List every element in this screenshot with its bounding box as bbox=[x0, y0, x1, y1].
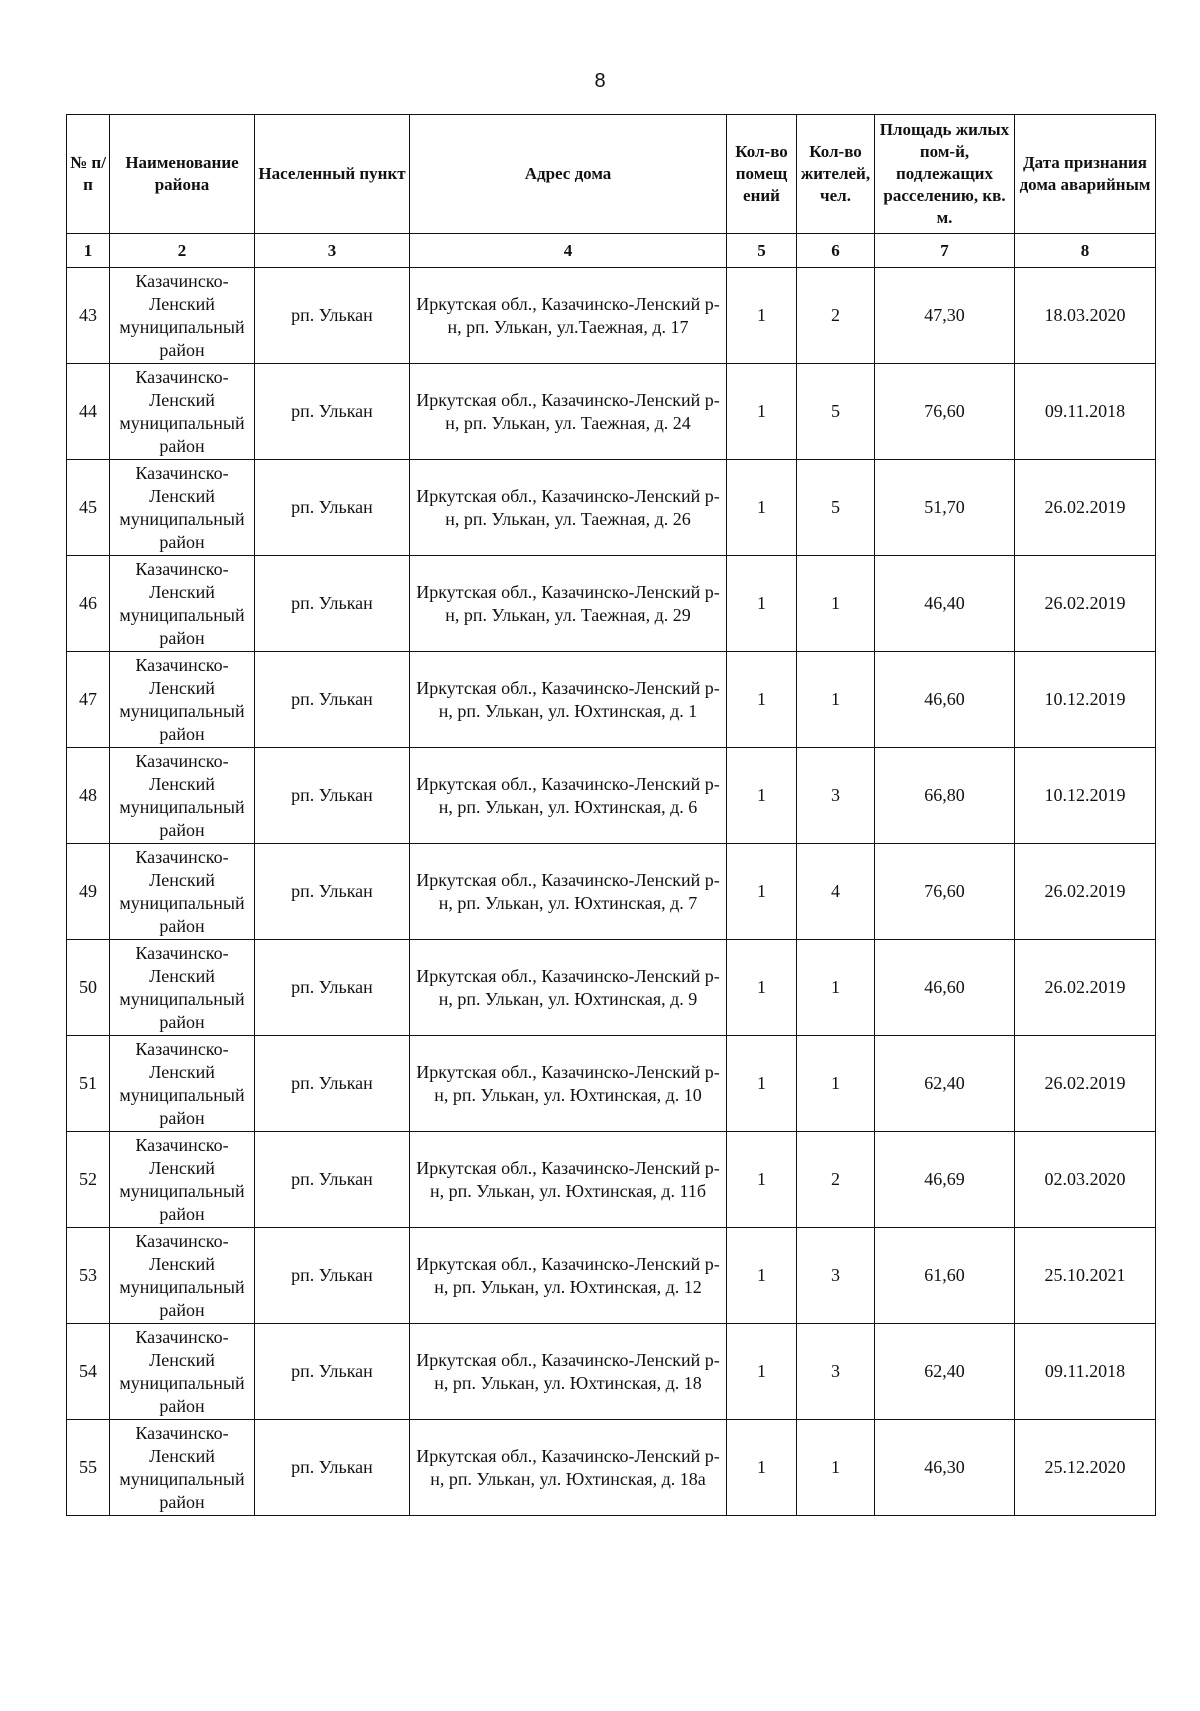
district-cell: Казачинско-Ленский муниципальный район bbox=[110, 556, 255, 652]
area-cell: 46,60 bbox=[875, 652, 1015, 748]
page-number: 8 bbox=[594, 70, 606, 92]
table-row bbox=[67, 844, 1156, 940]
residents-count-cell: 3 bbox=[797, 1324, 875, 1420]
settlement-cell: рп. Улькан bbox=[255, 1228, 410, 1324]
emergency-date-cell: 25.12.2020 bbox=[1015, 1420, 1156, 1516]
emergency-housing-table bbox=[66, 114, 1156, 1516]
residents-count-cell: 4 bbox=[797, 844, 875, 940]
rooms-count-cell: 1 bbox=[727, 748, 797, 844]
area-cell: 76,60 bbox=[875, 364, 1015, 460]
column-number: 8 bbox=[1015, 234, 1156, 268]
settlement-cell: рп. Улькан bbox=[255, 460, 410, 556]
row-number-cell: 52 bbox=[67, 1132, 110, 1228]
settlement-cell: рп. Улькан bbox=[255, 268, 410, 364]
address-cell: Иркутская обл., Казачинско-Ленский р-н, рп. Улькан, ул. Юхтинская, д. 6 bbox=[410, 748, 727, 844]
address-cell: Иркутская обл., Казачинско-Ленский р-н, рп. Улькан, ул. Юхтинская, д. 18а bbox=[410, 1420, 727, 1516]
area-cell: 46,69 bbox=[875, 1132, 1015, 1228]
emergency-date-cell: 09.11.2018 bbox=[1015, 1324, 1156, 1420]
emergency-date-cell: 26.02.2019 bbox=[1015, 844, 1156, 940]
district-cell: Казачинско-Ленский муниципальный район bbox=[110, 1132, 255, 1228]
column-number: 4 bbox=[410, 234, 727, 268]
column-number: 2 bbox=[110, 234, 255, 268]
row-number-cell: 48 bbox=[67, 748, 110, 844]
table-row bbox=[67, 268, 1156, 364]
residents-count-cell: 2 bbox=[797, 268, 875, 364]
district-cell: Казачинско-Ленский муниципальный район bbox=[110, 1228, 255, 1324]
rooms-count-cell: 1 bbox=[727, 268, 797, 364]
settlement-cell: рп. Улькан bbox=[255, 1324, 410, 1420]
rooms-count-cell: 1 bbox=[727, 1420, 797, 1516]
district-cell: Казачинско-Ленский муниципальный район bbox=[110, 652, 255, 748]
header-number: № п/п bbox=[67, 115, 110, 234]
emergency-date-cell: 26.02.2019 bbox=[1015, 460, 1156, 556]
district-cell: Казачинско-Ленский муниципальный район bbox=[110, 1324, 255, 1420]
area-cell: 46,30 bbox=[875, 1420, 1015, 1516]
address-cell: Иркутская обл., Казачинско-Ленский р-н, рп. Улькан, ул. Юхтинская, д. 7 bbox=[410, 844, 727, 940]
header-residents: Кол-во жителей, чел. bbox=[797, 115, 875, 234]
table-row bbox=[67, 1324, 1156, 1420]
settlement-cell: рп. Улькан bbox=[255, 1132, 410, 1228]
district-cell: Казачинско-Ленский муниципальный район bbox=[110, 364, 255, 460]
address-cell: Иркутская обл., Казачинско-Ленский р-н, рп. Улькан, ул. Юхтинская, д. 1 bbox=[410, 652, 727, 748]
table-row bbox=[67, 940, 1156, 1036]
address-cell: Иркутская обл., Казачинско-Ленский р-н, рп. Улькан, ул. Таежная, д. 26 bbox=[410, 460, 727, 556]
row-number-cell: 50 bbox=[67, 940, 110, 1036]
rooms-count-cell: 1 bbox=[727, 1132, 797, 1228]
area-cell: 51,70 bbox=[875, 460, 1015, 556]
residents-count-cell: 5 bbox=[797, 364, 875, 460]
emergency-date-cell: 26.02.2019 bbox=[1015, 940, 1156, 1036]
header-settlement: Населенный пункт bbox=[255, 115, 410, 234]
area-cell: 47,30 bbox=[875, 268, 1015, 364]
table-row bbox=[67, 748, 1156, 844]
rooms-count-cell: 1 bbox=[727, 844, 797, 940]
settlement-cell: рп. Улькан bbox=[255, 652, 410, 748]
emergency-date-cell: 18.03.2020 bbox=[1015, 268, 1156, 364]
rooms-count-cell: 1 bbox=[727, 1324, 797, 1420]
residents-count-cell: 3 bbox=[797, 748, 875, 844]
table-row bbox=[67, 556, 1156, 652]
row-number-cell: 45 bbox=[67, 460, 110, 556]
district-cell: Казачинско-Ленский муниципальный район bbox=[110, 268, 255, 364]
residents-count-cell: 1 bbox=[797, 556, 875, 652]
header-district: Наименование района bbox=[110, 115, 255, 234]
table-row bbox=[67, 652, 1156, 748]
area-cell: 76,60 bbox=[875, 844, 1015, 940]
row-number-cell: 47 bbox=[67, 652, 110, 748]
row-number-cell: 53 bbox=[67, 1228, 110, 1324]
area-cell: 62,40 bbox=[875, 1036, 1015, 1132]
address-cell: Иркутская обл., Казачинско-Ленский р-н, рп. Улькан, ул. Юхтинская, д. 9 bbox=[410, 940, 727, 1036]
row-number-cell: 51 bbox=[67, 1036, 110, 1132]
table-row bbox=[67, 1420, 1156, 1516]
column-number: 6 bbox=[797, 234, 875, 268]
address-cell: Иркутская обл., Казачинско-Ленский р-н, рп. Улькан, ул.Таежная, д. 17 bbox=[410, 268, 727, 364]
settlement-cell: рп. Улькан bbox=[255, 844, 410, 940]
header-rooms: Кол-во помещ ений bbox=[727, 115, 797, 234]
rooms-count-cell: 1 bbox=[727, 364, 797, 460]
area-cell: 46,40 bbox=[875, 556, 1015, 652]
area-cell: 66,80 bbox=[875, 748, 1015, 844]
table-header-row bbox=[67, 115, 1156, 234]
residents-count-cell: 3 bbox=[797, 1228, 875, 1324]
residents-count-cell: 1 bbox=[797, 1420, 875, 1516]
rooms-count-cell: 1 bbox=[727, 940, 797, 1036]
residents-count-cell: 1 bbox=[797, 652, 875, 748]
settlement-cell: рп. Улькан bbox=[255, 940, 410, 1036]
emergency-date-cell: 02.03.2020 bbox=[1015, 1132, 1156, 1228]
table-row bbox=[67, 364, 1156, 460]
emergency-date-cell: 10.12.2019 bbox=[1015, 748, 1156, 844]
residents-count-cell: 5 bbox=[797, 460, 875, 556]
emergency-date-cell: 26.02.2019 bbox=[1015, 1036, 1156, 1132]
row-number-cell: 54 bbox=[67, 1324, 110, 1420]
settlement-cell: рп. Улькан bbox=[255, 1036, 410, 1132]
area-cell: 46,60 bbox=[875, 940, 1015, 1036]
district-cell: Казачинско-Ленский муниципальный район bbox=[110, 844, 255, 940]
header-date: Дата признания дома аварийным bbox=[1015, 115, 1156, 234]
district-cell: Казачинско-Ленский муниципальный район bbox=[110, 940, 255, 1036]
address-cell: Иркутская обл., Казачинско-Ленский р-н, рп. Улькан, ул. Таежная, д. 29 bbox=[410, 556, 727, 652]
settlement-cell: рп. Улькан bbox=[255, 364, 410, 460]
table-row bbox=[67, 1132, 1156, 1228]
address-cell: Иркутская обл., Казачинско-Ленский р-н, рп. Улькан, ул. Юхтинская, д. 10 bbox=[410, 1036, 727, 1132]
column-number: 5 bbox=[727, 234, 797, 268]
settlement-cell: рп. Улькан bbox=[255, 556, 410, 652]
emergency-date-cell: 26.02.2019 bbox=[1015, 556, 1156, 652]
rooms-count-cell: 1 bbox=[727, 556, 797, 652]
district-cell: Казачинско-Ленский муниципальный район bbox=[110, 1036, 255, 1132]
column-number: 1 bbox=[67, 234, 110, 268]
table-row bbox=[67, 1036, 1156, 1132]
table-body bbox=[67, 268, 1156, 1516]
header-address: Адрес дома bbox=[410, 115, 727, 234]
emergency-date-cell: 09.11.2018 bbox=[1015, 364, 1156, 460]
rooms-count-cell: 1 bbox=[727, 460, 797, 556]
district-cell: Казачинско-Ленский муниципальный район bbox=[110, 460, 255, 556]
emergency-date-cell: 25.10.2021 bbox=[1015, 1228, 1156, 1324]
district-cell: Казачинско-Ленский муниципальный район bbox=[110, 748, 255, 844]
residents-count-cell: 2 bbox=[797, 1132, 875, 1228]
header-area: Площадь жилых пом-й, подлежащих расселению, кв. м. bbox=[875, 115, 1015, 234]
area-cell: 61,60 bbox=[875, 1228, 1015, 1324]
settlement-cell: рп. Улькан bbox=[255, 1420, 410, 1516]
address-cell: Иркутская обл., Казачинско-Ленский р-н, рп. Улькан, ул. Юхтинская, д. 12 bbox=[410, 1228, 727, 1324]
column-number: 3 bbox=[255, 234, 410, 268]
row-number-cell: 43 bbox=[67, 268, 110, 364]
table-row bbox=[67, 1228, 1156, 1324]
residents-count-cell: 1 bbox=[797, 940, 875, 1036]
column-number: 7 bbox=[875, 234, 1015, 268]
column-numbers-row bbox=[67, 234, 1156, 268]
address-cell: Иркутская обл., Казачинско-Ленский р-н, рп. Улькан, ул. Юхтинская, д. 11б bbox=[410, 1132, 727, 1228]
rooms-count-cell: 1 bbox=[727, 652, 797, 748]
residents-count-cell: 1 bbox=[797, 1036, 875, 1132]
area-cell: 62,40 bbox=[875, 1324, 1015, 1420]
row-number-cell: 49 bbox=[67, 844, 110, 940]
district-cell: Казачинско-Ленский муниципальный район bbox=[110, 1420, 255, 1516]
rooms-count-cell: 1 bbox=[727, 1036, 797, 1132]
address-cell: Иркутская обл., Казачинско-Ленский р-н, рп. Улькан, ул. Юхтинская, д. 18 bbox=[410, 1324, 727, 1420]
table-row bbox=[67, 460, 1156, 556]
rooms-count-cell: 1 bbox=[727, 1228, 797, 1324]
settlement-cell: рп. Улькан bbox=[255, 748, 410, 844]
row-number-cell: 44 bbox=[67, 364, 110, 460]
row-number-cell: 55 bbox=[67, 1420, 110, 1516]
address-cell: Иркутская обл., Казачинско-Ленский р-н, рп. Улькан, ул. Таежная, д. 24 bbox=[410, 364, 727, 460]
row-number-cell: 46 bbox=[67, 556, 110, 652]
emergency-date-cell: 10.12.2019 bbox=[1015, 652, 1156, 748]
